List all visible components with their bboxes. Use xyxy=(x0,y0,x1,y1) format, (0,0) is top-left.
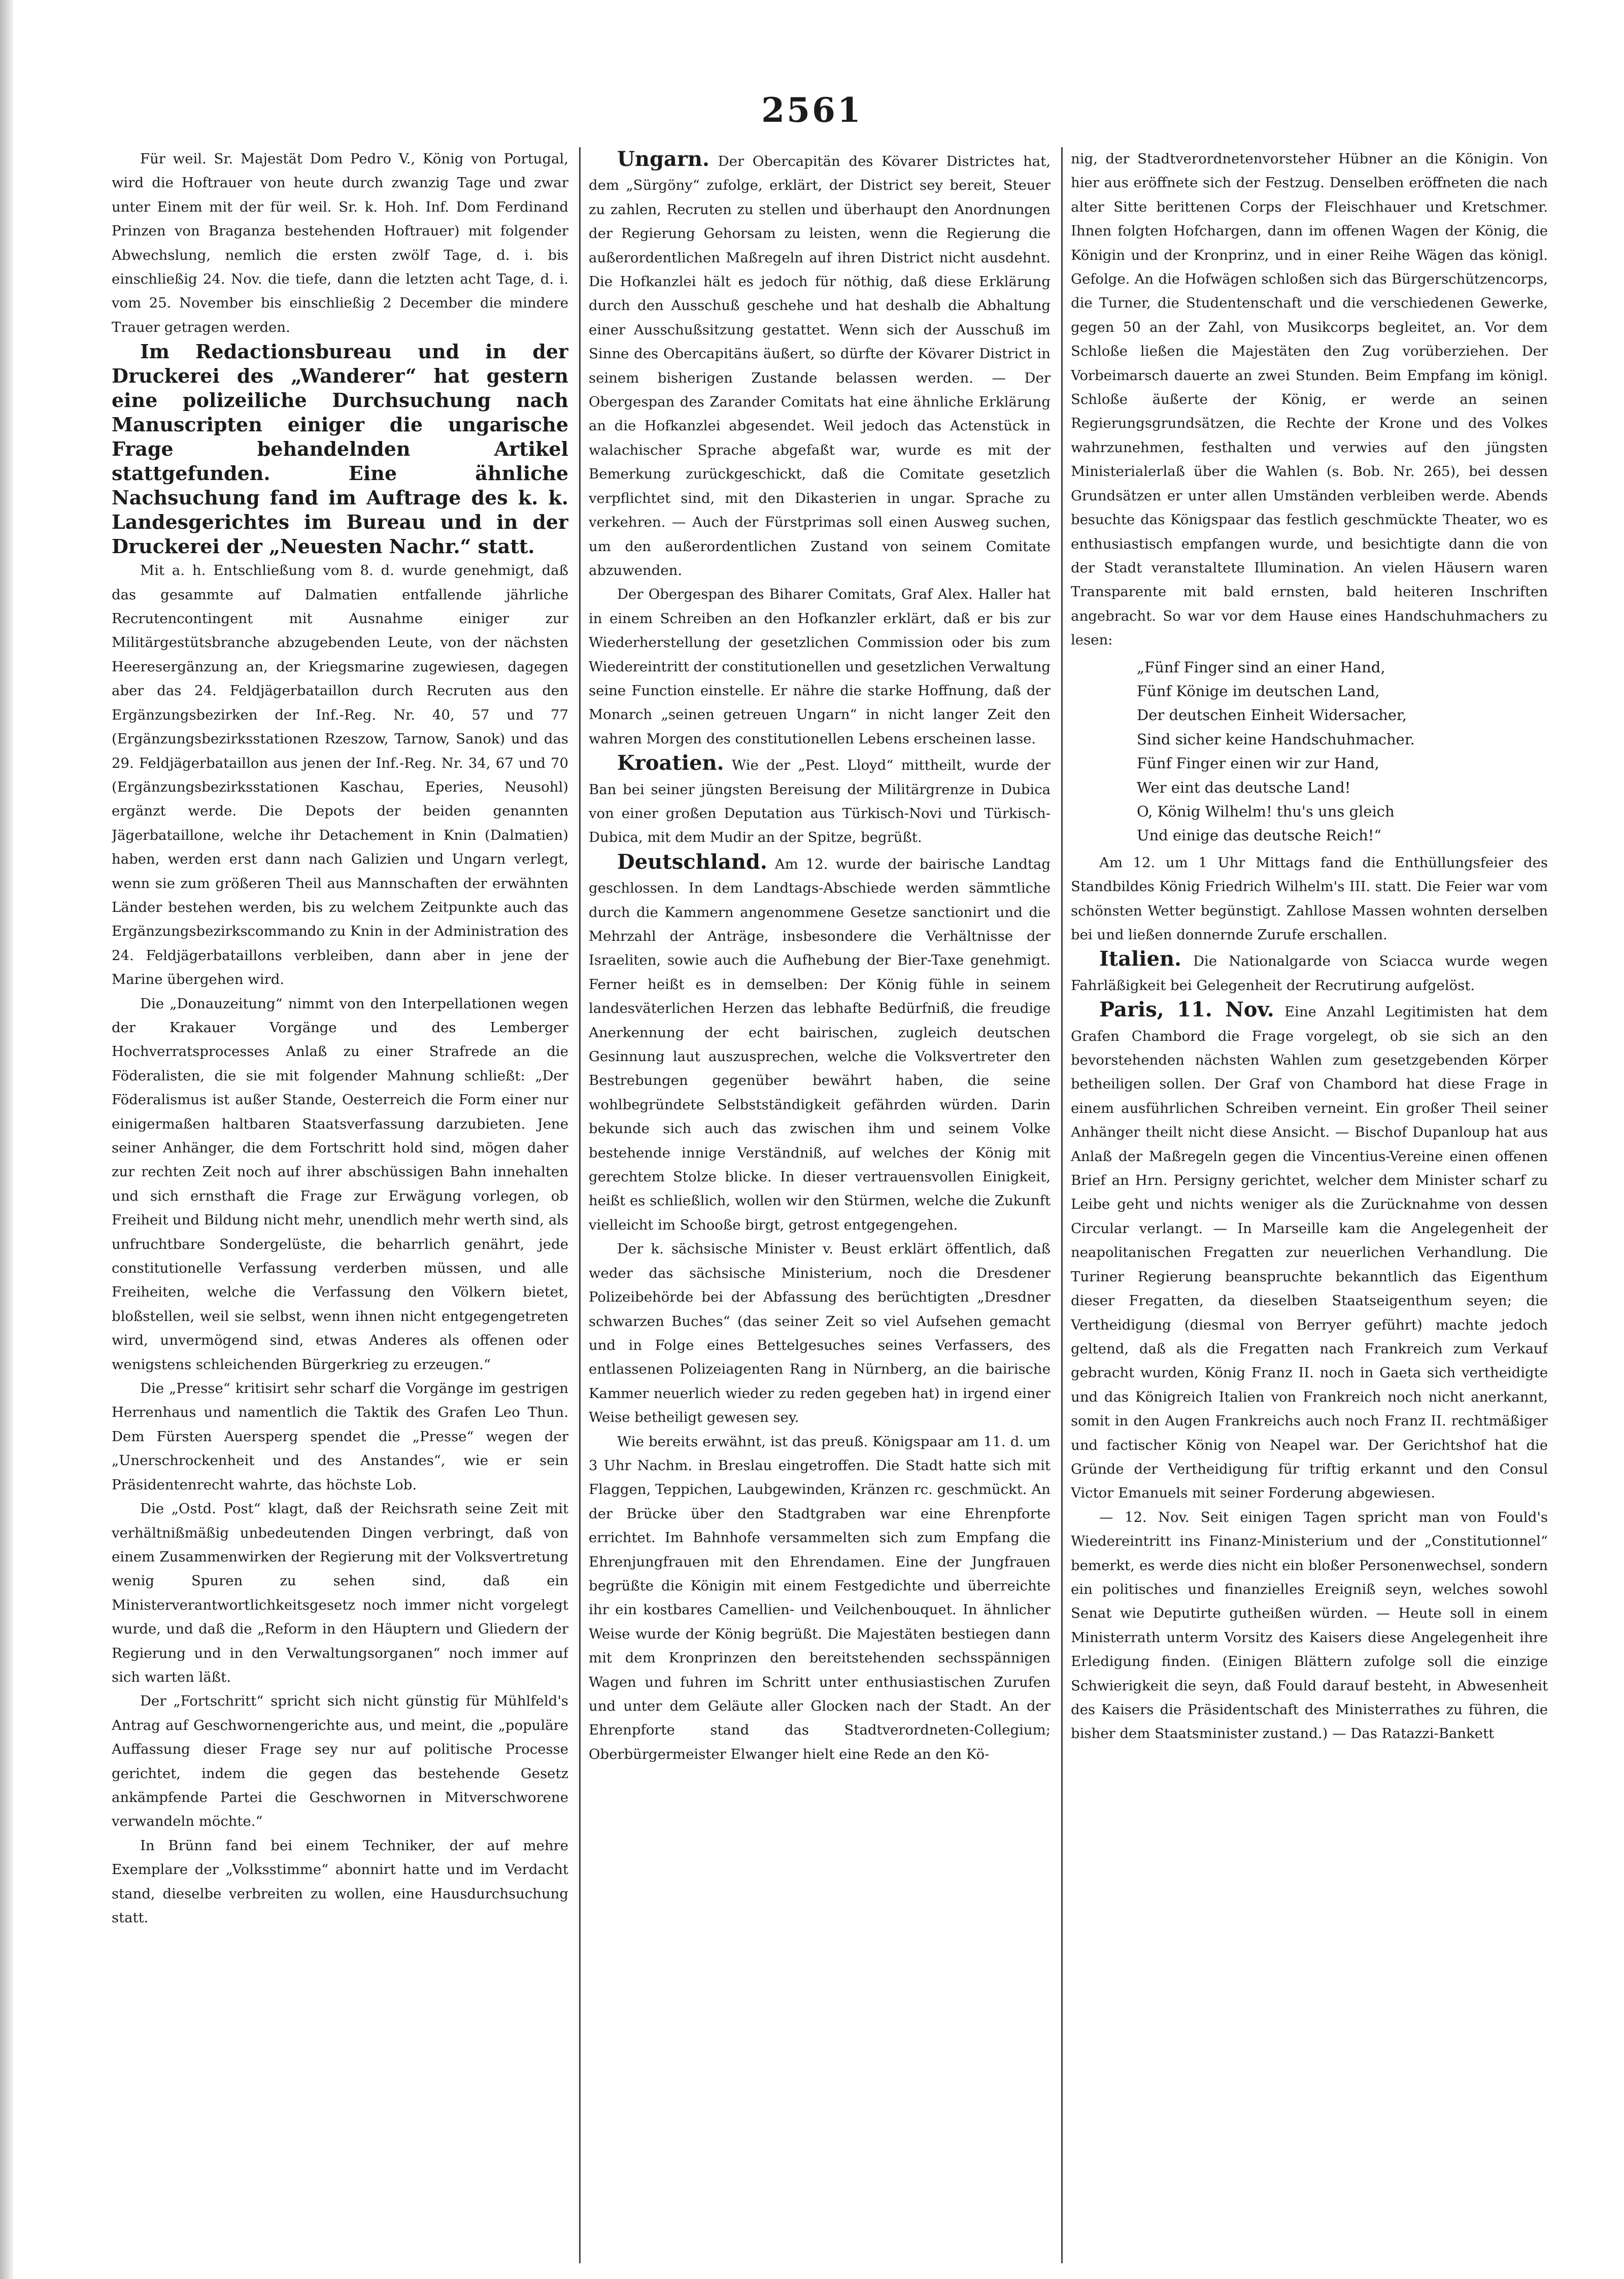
article-hoftrauer: Für weil. Sr. Majestät Dom Pedro V., König von Portugal, wird die Hoftrauer von heute durch zwanzig Tage und zwar unter Einem mit der für weil. Sr. k. Hoh. Inf. Dom Ferdinand Prinzen von Braganza bestehenden Hoftrauer) mit folgender Abwechslung, nemlich die ersten zwölf Tage, d. i. bis einschließig 24. Nov. die tiefe, dann die letzten acht Tage, d. i. vom 25. November bis einschließig 2 December die mindere Trauer getragen werden. xyxy=(112,151,568,335)
article-kroatien-text: Wie der „Pest. Lloyd“ mittheilt, wurde der Ban bei seiner jüngsten Bereisung der Militärgrenze in Dubica von einer großen Deputation aus Türkisch-Novi und Türkisch-Dubica, mit dem Mudir an der Spitze, begrüßt. xyxy=(589,757,1051,846)
article-deutschland-text: Am 12. wurde der bairische Landtag geschlossen. In dem Landtags-Abschiede werden sämmtliche durch die Kammern angenommene Gesetze sanctionirt und die Mehrzahl der Anträge, insbesondere die Verhältnisse der Israeliten, sowie auch die Aufhebung der Bier-Taxe genehmigt. Ferner heißt es in demselben: Der König fühle in seinem landesväterlichen Herzen das lebhafte Bedürfniß, die freudige Anerkennung der echt bairischen, zugleich deutschen Gesinnung laut auszusprechen, welche die Volksvertreter den Bestrebungen gegenüber bewährt haben, die seine wohlbegründete Selbstständigkeit gefährden würden. Darin bekunde sich auch das zwischen ihm und seinem Volke bestehende innige Verständniß, auf welches der König mit gerechtem Stolze blicke. In dieser vertrauensvollen Einigkeit, heißt es schließlich, wollen wir den Stürmen, welche die Zukunft vielleicht im Schooße birgt, getrost entgegengehen. xyxy=(589,856,1051,1233)
poem xyxy=(1137,656,1548,848)
page-number: 2561 xyxy=(761,90,863,130)
article-breslau: Wie bereits erwähnt, ist das preuß. Königspaar am 11. d. um 3 Uhr Nachm. in Breslau eingetroffen. Die Stadt hatte sich mit Flaggen, Teppichen, Laubgewinden, Kränzen rc. geschmückt. An der Brücke über den Stadtgraben war eine Ehrenpforte errichtet. Im Bahnhofe versammelten sich zum Empfang die Ehrenjungfrauen mit den Ehrendamen. Eine der Jungfrauen begrüßte die Königin mit einem Festgedichte und überreichte ihr ein kostbares Camellien- und Veilchenbouquet. In ähnlicher Weise wurde der König begrüßt. Die Majestäten bestiegen dann mit dem Kronprinzen den bereitstehenden sechsspännigen Wagen und fuhren im Schritt unter enthusiastischen Zurufen und unter dem Geläute aller Glocken nach der Stadt. An der Ehrenpforte stand das Stadtverordneten-Collegium; Oberbürgermeister Elwanger hielt eine Rede an den Kö- xyxy=(589,1433,1051,1762)
article-paris-12: — 12. Nov. Seit einigen Tagen spricht man von Fould's Wiedereintritt ins Finanz-Ministerium und der „Constitutionnel“ bemerkt, es werde dies nicht ein bloßer Personenwechsel, sondern ein politisches und finanzielles Ereigniß seyn, welches sowohl Senat wie Deputirte gutheißen würden. — Heute soll in einem Ministerrath unterm Vorsitz des Kaisers diese Angelegenheit ihre Erledigung finden. (Einigen Blättern zufolge soll die einzige Schwierigkeit die seyn, daß Fould darauf besteht, in Abwesenheit des Kaisers die Präsidentschaft des Ministerrathes zu führen, die bisher dem Staatsminister zustand.) — Das Ratazzi-Bankett xyxy=(1071,1509,1548,1742)
article-deutschland xyxy=(589,850,1051,1238)
article-italien xyxy=(1071,947,1548,998)
page-edge-shadow xyxy=(0,0,13,2279)
article-paris xyxy=(1071,998,1548,1506)
poem-line: Und einige das deutsche Reich!“ xyxy=(1137,827,1382,844)
poem-line: Wer eint das deutsche Land! xyxy=(1137,778,1351,796)
column-2 xyxy=(589,147,1051,2268)
section-heading-kroatien: Kroatien. xyxy=(617,751,724,775)
article-fortschritt: Der „Fortschritt“ spricht sich nicht günstig für Mühlfeld's Antrag auf Geschwornengerichte aus, und meint, die „populäre Auffassung dieser Frage sey nur auf politische Processe gerichtet, indem die gegen das bestehende Gesetz ankämpfende Partei die Geschwornen in Mitverschworene verwandeln möchte.“ xyxy=(112,1693,568,1830)
column-rule-1 xyxy=(579,147,581,2263)
article-beust: Der k. sächsische Minister v. Beust erklärt öffentlich, daß weder das sächsische Ministerium, noch die Dresdener Polizeibehörde bei der Abfassung des berüchtigten „Dresdner schwarzen Buches“ (das seiner Zeit so viel Aufsehen gemacht und in Folge eines Bettelgesuches seines Verfassers, des entlassenen Polizeiagenten Rang in Nürnberg, an die bairische Kammer neuerlich wieder zu reden gegeben hat) in irgend einer Weise betheiligt gewesen sey. xyxy=(589,1241,1051,1426)
column-3 xyxy=(1071,147,1548,2268)
article-italien-text: Die Nationalgarde von Sciacca wurde wegen Fahrläßigkeit bei Gelegenheit der Recrutirung aufgelöst. xyxy=(1071,953,1548,994)
poem-line: Fünf Könige im deutschen Land, xyxy=(1137,682,1380,700)
article-recruitment: Mit a. h. Entschließung vom 8. d. wurde genehmigt, daß das gesammte auf Dalmatien entfallende jährliche Recrutencontingent mit Ausnahme einiger zur Militärgestütsbranche abzugebenden Leute, von der nächsten Heeresergänzung an, der Kriegsmarine zugewiesen, dagegen aber das 24. Feldjägerbataillon durch Recruten aus den Ergänzungsbezirken der Inf.-Reg. Nr. 40, 57 und 77 (Ergänzungsbezirksstationen Rzeszow, Tarnow, Sanok) und das 29. Feldjägerbataillon aus jenen der Inf.-Reg. Nr. 34, 67 und 70 (Ergänzungsbezirksstationen Kaschau, Eperies, Neusohl) ergänzt werde. Die Depots der beiden genannten Jägerbataillone, welche ihr Detachement in Knin (Dalmatien) haben, werden erst dann nach Galizien und Ungarn verlegt, wenn sie zum größeren Theil aus Mannschaften der erwähnten Länder bestehen werden, bis zu welchem Zeitpunkte auch das Ergänzungsbezirkscommando zu Knin in der Administration des 24. Feldjägerbataillons verbleiben, dann aber in jene der Marine übergehen wird. xyxy=(112,562,568,988)
poem-line: „Fünf Finger sind an einer Hand, xyxy=(1137,658,1385,676)
article-enthuellung: Am 12. um 1 Uhr Mittags fand die Enthüllungsfeier des Standbildes König Friedrich Wilhelm's III. statt. Die Feier war vom schönsten Wetter begünstigt. Zahllose Massen wohnten derselben bei und ließen donnernde Zurufe erschallen. xyxy=(1071,854,1548,943)
poem-line: Sind sicher keine Handschuhmacher. xyxy=(1137,730,1415,748)
section-heading-ungarn: Ungarn. xyxy=(617,147,709,171)
section-heading-italien: Italien. xyxy=(1099,947,1181,971)
section-heading-paris: Paris, 11. Nov. xyxy=(1099,998,1274,1022)
article-ungarn-text: Der Obercapitän des Kövarer Districtes hat, dem „Sürgöny“ zufolge, erklärt, der District sey bereit, Steuer zu zahlen, Recruten zu stellen und überhaupt den Anordnungen der Regierung Gehorsam zu leisten, wenn die Regierung die außerordentlichen Maßregeln auf ihren District nicht ausdehnt. Die Hofkanzlei hält es jedoch für nöthig, daß diese Erklärung durch den Ausschuß geschehe und hat deshalb die Abhaltung einer Ausschußsitzung gestattet. Wenn sich der Ausschuß im Sinne des Obercapitäns äußert, so dürfte der Kövarer District in seinem bisherigen Zustande belassen werden. — Der Obergespan des Zarander Comitats hat eine ähnliche Erklärung an die Hofkanzlei abgesendet. Weil jedoch das Actenstück in walachischer Sprache abgefaßt war, wurde es mit der Bemerkung zurückgeschickt, daß die Comitate gesetzlich verpflichtet sind, mit den Dikasterien in ungar. Sprache zu verkehren. — Auch der Fürstprimas soll einen Ausweg suchen, um den außerordentlichen Zustand von seinem Comitate abzuwenden. xyxy=(589,153,1051,579)
article-ungarn xyxy=(589,147,1051,583)
article-kroatien xyxy=(589,751,1051,850)
article-bruenn: In Brünn fand bei einem Techniker, der auf mehre Exemplare der „Volksstimme“ abonnirt hatte und im Verdacht stand, dieselbe verbreiten zu wollen, eine Hausdurchsuchung statt. xyxy=(112,1837,568,1926)
article-paris-text: Eine Anzahl Legitimisten hat dem Grafen Chambord die Frage vorgelegt, ob sie sich an den bevorstehenden nächsten Wahlen zum gesetzgebenden Körper betheiligen sollen. Der Graf von Chambord hat diese Frage in einem ausführlichen Schreiben verneint. Ein großer Theil seiner Anhänger theilt nicht diese Ansicht. — Bischof Dupanloup hat aus Anlaß der Maßregeln gegen die Vincentius-Vereine einen offenen Brief an Hrn. Persigny gerichtet, welcher dem Minister scharf zu Leibe geht und nichts weniger als die Zurücknahme von dessen Circular verlangt. — In Marseille kam die Angelegenheit der neapolitanischen Fregatten zur neuerlichen Verhandlung. Die Turiner Regierung beanspruchte bekanntlich das Eigenthum dieser Fregatten, da dieselben Staatseigenthum seyen; die Vertheidigung (diesmal von Berryer geführt) machte jedoch geltend, daß als die Fregatten nach Frankreich zum Verkauf gebracht wurden, König Franz II. noch in Gaeta sich vertheidigte und das Königreich Italien von Frankreich noch nicht anerkannt, somit in den Augen Frankreichs auch noch Franz II. rechtmäßiger und factischer König von Neapel war. Der Gerichtshof hat die Gründe der Vertheidigung für triftig erkannt und den Consul Victor Emanuels mit seiner Forderung abgewiesen. xyxy=(1071,1004,1548,1502)
poem-line: O, König Wilhelm! thu's uns gleich xyxy=(1137,802,1395,820)
article-biharer: Der Obergespan des Biharer Comitats, Graf Alex. Haller hat in einem Schreiben an den Hofkanzler erklärt, daß er bis zur Wiederherstellung der gesetzlichen Commission oder bis zum Wiedereintritt der constitutionellen und gesetzlichen Verwaltung seine Function einstelle. Er nähre die starke Hoffnung, daß der Monarch „seinen getreuen Ungarn“ in nicht langer Zeit den wahren Morgen des constitutionellen Lebens erscheinen lasse. xyxy=(589,586,1051,747)
poem-line: Fünf Finger einen wir zur Hand, xyxy=(1137,755,1379,772)
article-breslau-cont: nig, der Stadtverordnetenvorsteher Hübner an die Königin. Von hier aus eröffnete sich der Festzug. Denselben eröffneten die nach alter Sitte berittenen Corps der Fleischhauer und Kretschmer. Ihnen folgten Hofchargen, dann im offenen Wagen der König, die Königin und der Kronprinz, und in einer Reihe Wägen das königl. Gefolge. An die Hofwägen schloßen sich das Bürgerschützencorps, die Turner, die Studentenschaft und die verschiedenen Gewerke, gegen 50 an der Zahl, von Musikcorps begleitet, an. Vor dem Schloße ließen die Majestäten den Zug vorüberziehen. Der Vorbeimarsch dauerte an zwei Stunden. Beim Empfang im königl. Schloße äußerte der König, er werde an seinen Regierungsgrundsätzen, die Rechte der Krone und des Volkes wahrzunehmen, festhalten und verwies auf den jüngsten Ministerialerlaß über die Wahlen (s. Bob. Nr. 265), bei dessen Grundsätzen er unter allen Umständen verbleiben werde. Abends besuchte das Königspaar das festlich geschmückte Theater, wo es enthusiastisch empfangen wurde, und besichtigte dann die von der Stadt veranstaltete Illumination. An vielen Häusern waren Transparente mit bald ernsten, bald heiteren Inschriften angebracht. So war vor dem Hause eines Handschuhmachers zu lesen: xyxy=(1071,151,1548,649)
poem-line: Der deutschen Einheit Widersacher, xyxy=(1137,706,1407,724)
article-donauzeitung: Die „Donauzeitung“ nimmt von den Interpellationen wegen der Krakauer Vorgänge und des Lemberger Hochverratsprocesses Anlaß zu einer Strafrede an die Föderalisten, die sie mit folgender Mahnung schließt: „Der Föderalismus ist außer Stande, Oesterreich die Form einer nur einigermaßen haltbaren Staatsverfassung darzubieten. Jene seiner Anhänger, die dem Fortschritt hold sind, mögen daher zur rechten Zeit noch auf ihrer abschüssigen Bahn innehalten und sich ernsthaft die Frage zur Erwägung vorlegen, ob Freiheit und Bildung nicht mehr, unendlich mehr werth sind, als unfruchtbare Sondergelüste, die beharrlich genährt, jede constitutionelle Verfassung verderben müssen, und alle Freiheiten, welche die Verfassung den Völkern bietet, bloßstellen, weil sie selbst, wenn ihnen nicht entgegengetreten wird, unvermögend sind, etwas Anderes als offenen oder wenigstens schleichenden Bürgerkrieg zu erzeugen.“ xyxy=(112,995,568,1373)
article-wanderer-search: Im Redactionsbureau und in der Druckerei des „Wanderer“ hat gestern eine polizeiliche Durchsuchung nach Manuscripten einiger die ungarische Frage behandelnden Artikel stattgefunden. Eine ähnliche Nachsuchung fand im Auftrage des k. k. Landesgerichtes im Bureau und in der Druckerei der „Neuesten Nachr.“ statt. xyxy=(112,340,568,558)
column-1 xyxy=(112,147,568,2268)
article-presse: Die „Presse“ kritisirt sehr scharf die Vorgänge im gestrigen Herrenhaus und namentlich die Taktik des Grafen Leo Thun. Dem Fürsten Auersperg spendet die „Presse“ wegen der „Unerschrockenheit und des Anstandes“, wie er sein Präsidentenrecht wahrte, das höchste Lob. xyxy=(112,1380,568,1493)
section-heading-deutschland: Deutschland. xyxy=(617,849,767,874)
column-rule-2 xyxy=(1061,147,1063,2263)
article-ostd-post: Die „Ostd. Post“ klagt, daß der Reichsrath seine Zeit mit verhältnißmäßig unbedeutenden Dingen verbringt, daß von einem Zusammenwirken der Regierung mit der Volksvertretung wenig Spuren zu sehen sind, daß ein Ministerverantwortlichkeitsgesetz noch immer nicht vorgelegt wurde, und daß die „Reform in den Häuptern und Gliedern der Regierung und in den Verwaltungsorganen“ noch immer auf sich warten läßt. xyxy=(112,1501,568,1685)
